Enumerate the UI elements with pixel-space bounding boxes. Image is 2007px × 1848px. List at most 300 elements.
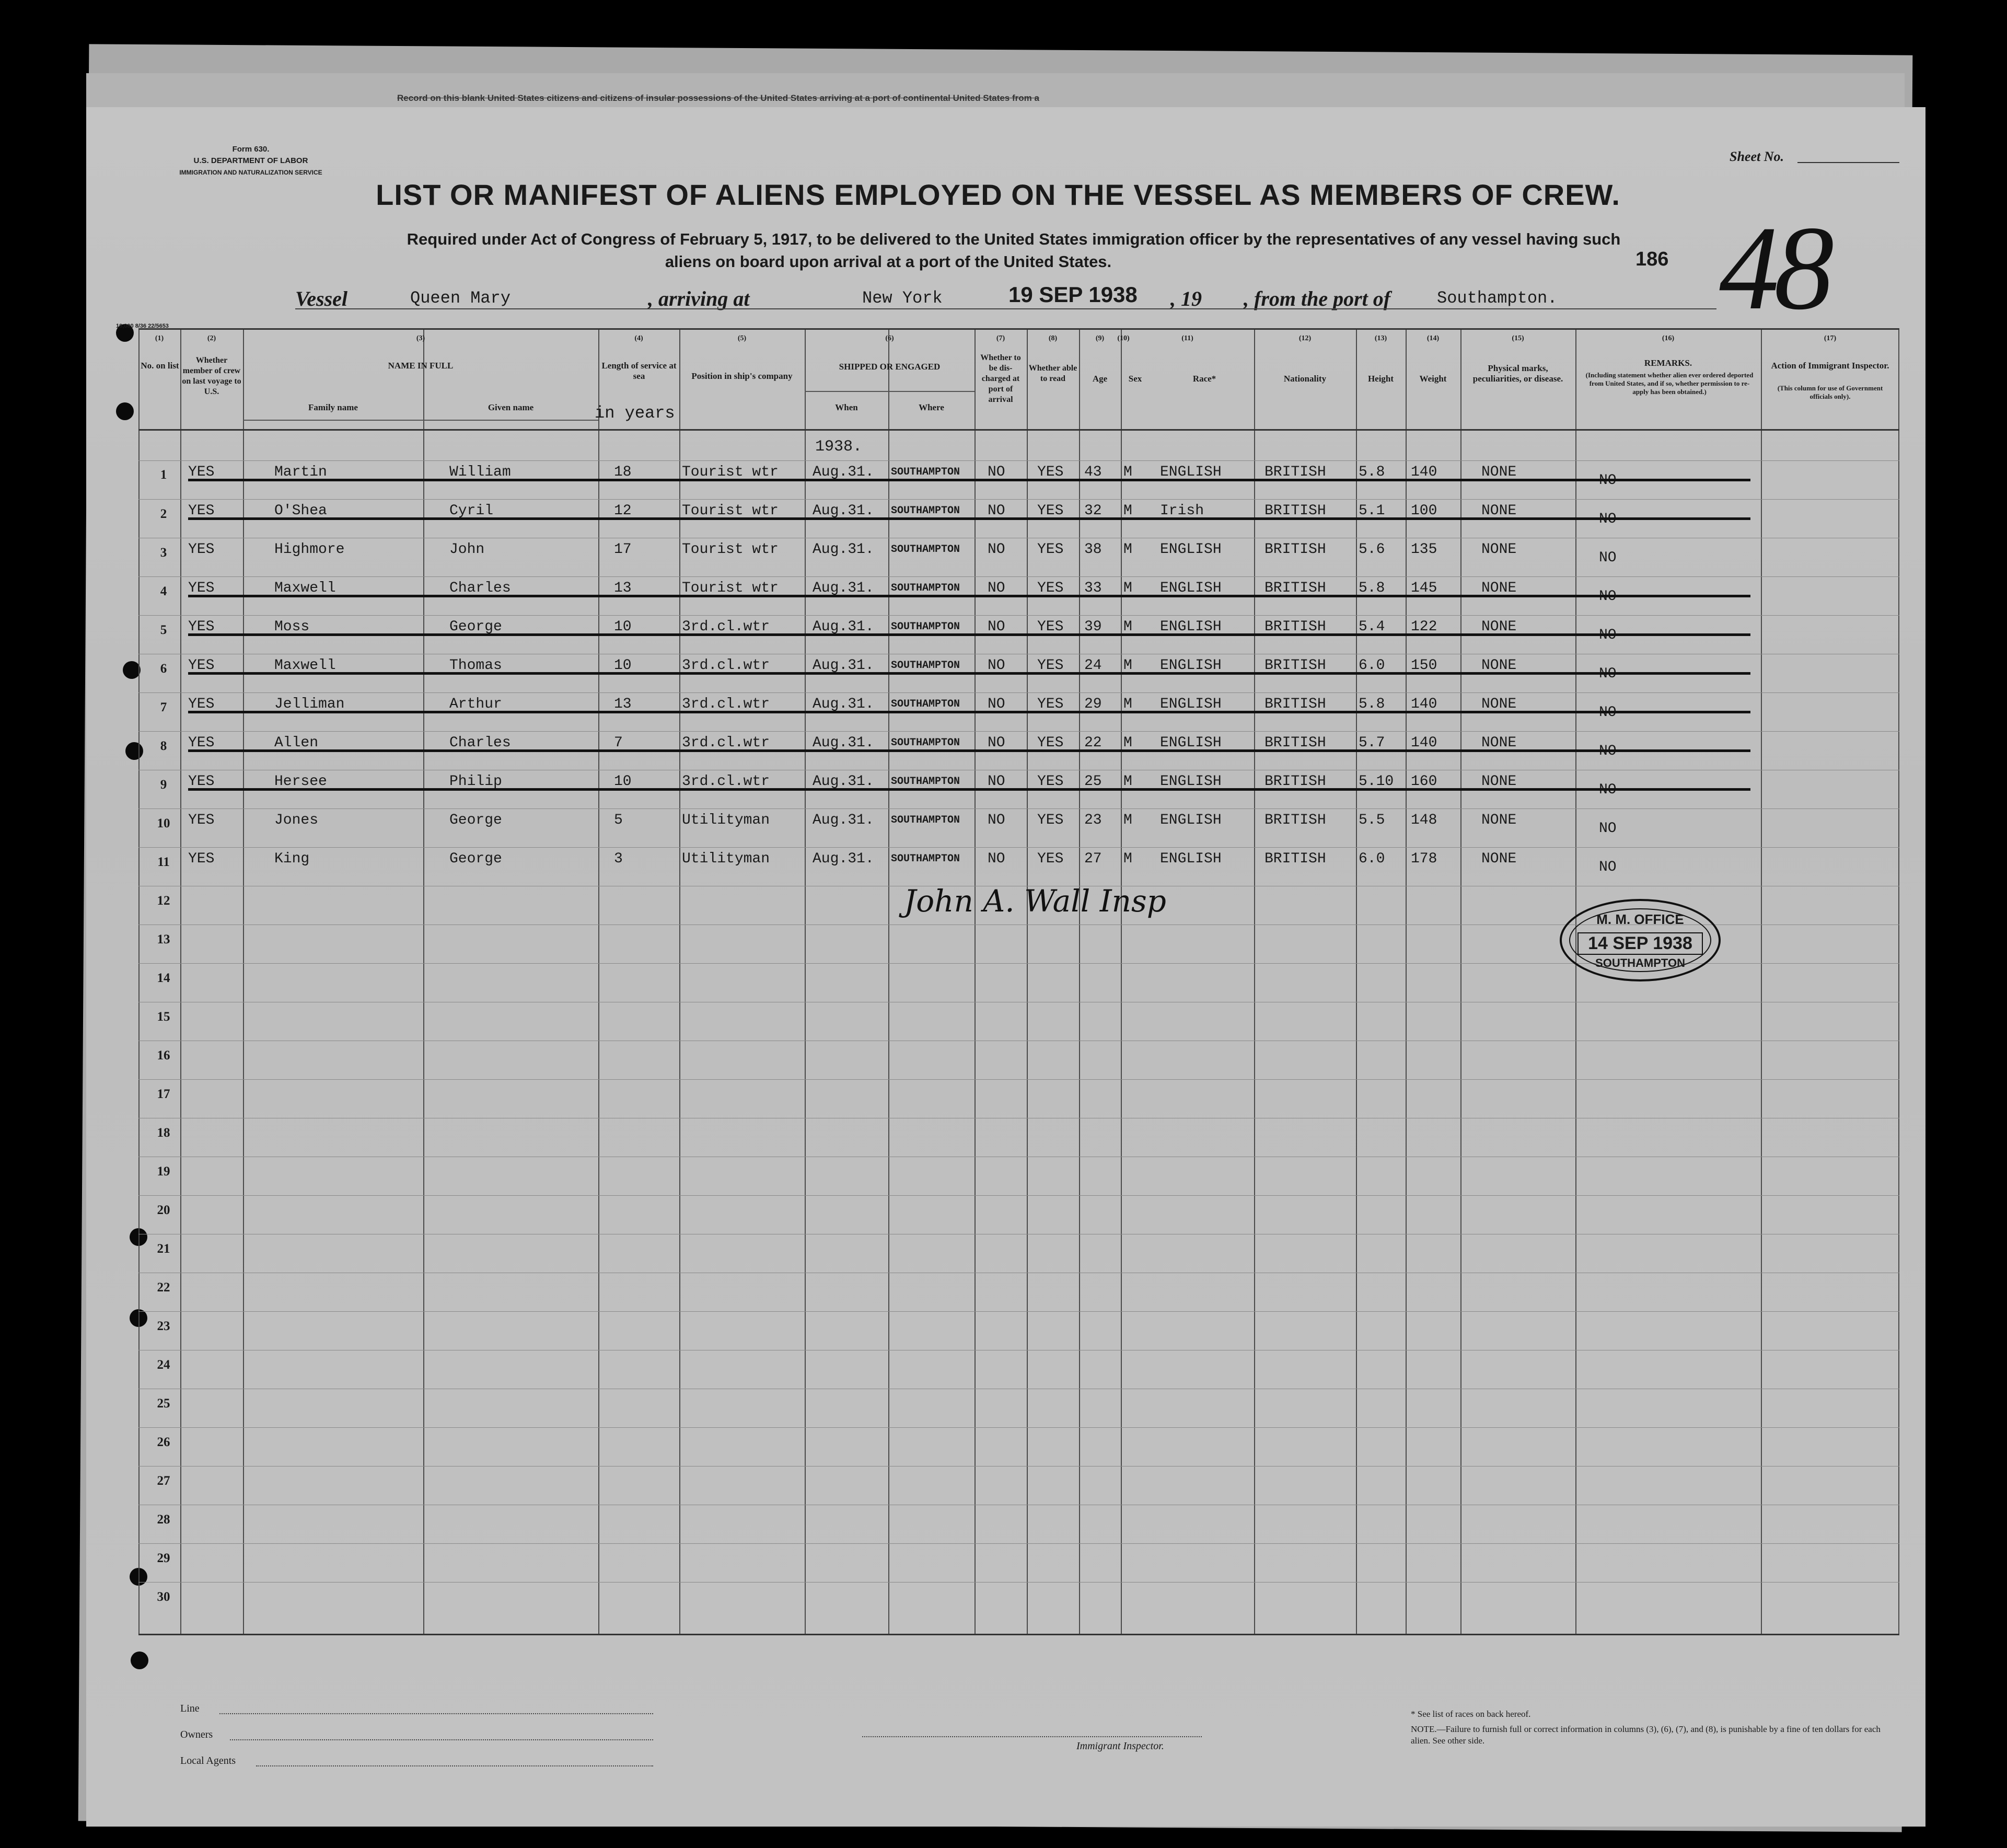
service-years: 10 — [614, 619, 632, 635]
physical-marks: NONE — [1481, 735, 1517, 751]
row-rule — [138, 460, 1899, 461]
physical-marks: NONE — [1481, 851, 1517, 867]
row-number: 14 — [157, 971, 170, 985]
row-number: 3 — [160, 546, 167, 560]
able-to-read: YES — [1037, 580, 1064, 596]
remarks: NO — [1599, 821, 1617, 837]
subtitle-line-1: Required under Act of Congress of February 5, 1917, to be delivered to the United States immigration officer by the representatives of any vessel having such — [407, 230, 1621, 248]
remarks: NO — [1599, 782, 1617, 798]
age: 29 — [1084, 696, 1102, 712]
binding-hole — [131, 1651, 148, 1669]
column-rule — [1121, 328, 1122, 1635]
column-rule — [1356, 328, 1357, 1635]
stamp-number: 186 — [1635, 248, 1669, 270]
position: Tourist wtr — [682, 503, 779, 519]
column-rule — [1575, 328, 1576, 1635]
row-number: 19 — [157, 1164, 170, 1179]
able-to-read: YES — [1037, 541, 1064, 558]
remarks: NO — [1599, 550, 1617, 566]
row-rule — [138, 576, 1899, 577]
shipped-where: SOUTHAMPTON — [891, 853, 960, 865]
col-num-4: (4) — [634, 334, 643, 342]
footer-races-note: * See list of races on back hereof. — [1411, 1709, 1531, 1719]
row-rule — [138, 1427, 1899, 1428]
vessel-line-rule — [295, 308, 1716, 309]
sex: M — [1123, 657, 1132, 674]
row-number: 16 — [157, 1048, 170, 1062]
row-number: 20 — [157, 1203, 170, 1217]
sex: M — [1123, 503, 1132, 519]
weight: 140 — [1411, 696, 1437, 712]
nationality: BRITISH — [1264, 812, 1326, 828]
position: Tourist wtr — [682, 541, 779, 558]
footer-inspector-rule — [862, 1736, 1202, 1737]
row-number: 27 — [157, 1474, 170, 1488]
shipped-where: SOUTHAMPTON — [891, 660, 960, 672]
weight: 135 — [1411, 541, 1437, 558]
able-to-read: YES — [1037, 503, 1064, 519]
col-header-action: Action of Immigrant Inspector. — [1771, 361, 1889, 371]
given-name: Arthur — [449, 696, 502, 712]
service-years: 17 — [614, 541, 632, 558]
given-name: George — [449, 619, 502, 635]
age: 39 — [1084, 619, 1102, 635]
discharged: NO — [988, 696, 1005, 712]
nationality: BRITISH — [1264, 619, 1326, 635]
strike-through — [188, 633, 1750, 636]
discharged: NO — [988, 580, 1005, 596]
nationality: BRITISH — [1264, 580, 1326, 596]
age: 38 — [1084, 541, 1102, 558]
physical-marks: NONE — [1481, 619, 1517, 635]
nationality: BRITISH — [1264, 657, 1326, 674]
row-number: 26 — [157, 1435, 170, 1449]
position: Tourist wtr — [682, 464, 779, 480]
service-years: 10 — [614, 773, 632, 790]
row-rule — [138, 1543, 1899, 1544]
remarks: NO — [1599, 472, 1617, 489]
given-name: Charles — [449, 735, 511, 751]
from-port: Southampton. — [1437, 288, 1558, 308]
given-name: William — [449, 464, 511, 480]
weight: 140 — [1411, 735, 1437, 751]
form-info — [157, 144, 345, 178]
col-num-7: (7) — [996, 334, 1005, 342]
weight: 140 — [1411, 464, 1437, 480]
row-number: 13 — [157, 932, 170, 946]
height: 5.10 — [1359, 773, 1394, 790]
col-header-remarks: REMARKS. — [1644, 358, 1692, 368]
nationality: BRITISH — [1264, 773, 1326, 790]
physical-marks: NONE — [1481, 503, 1517, 519]
height: 5.8 — [1359, 464, 1385, 480]
race: ENGLISH — [1160, 851, 1222, 867]
shipped-where: SOUTHAMPTON — [891, 544, 960, 556]
able-to-read: YES — [1037, 773, 1064, 790]
service-years: 18 — [614, 464, 632, 480]
age: 24 — [1084, 657, 1102, 674]
crew-member-flag: YES — [188, 812, 215, 828]
row-number: 28 — [157, 1512, 170, 1527]
given-name: John — [449, 541, 485, 558]
able-to-read: YES — [1037, 696, 1064, 712]
col-header-weight: Weight — [1419, 374, 1447, 384]
table-top-rule — [138, 328, 1899, 330]
race: ENGLISH — [1160, 657, 1222, 674]
age: 32 — [1084, 503, 1102, 519]
row-rule — [138, 1195, 1899, 1196]
footer-line-rule — [219, 1713, 653, 1714]
col-header-name: NAME IN FULL — [388, 361, 454, 371]
sex: M — [1123, 696, 1132, 712]
column-rule — [138, 328, 140, 1635]
discharged: NO — [988, 619, 1005, 635]
col-header-given: Given name — [488, 402, 534, 412]
row-rule — [138, 1079, 1899, 1080]
sheet-no-line — [1797, 162, 1899, 163]
sex: M — [1123, 812, 1132, 828]
weight: 145 — [1411, 580, 1437, 596]
col-num-3: (3) — [416, 334, 425, 342]
race: ENGLISH — [1160, 812, 1222, 828]
col-header-remarks-note: (Including statement whether alien ever ordered deported from United States, and if so, whether permission to re-apply has been obtained.) — [1585, 371, 1754, 396]
position: 3rd.cl.wtr — [682, 619, 770, 635]
row-number: 5 — [160, 623, 167, 637]
binding-hole — [123, 661, 141, 679]
col-num-10b: (10) — [1117, 334, 1130, 342]
column-rule — [1406, 328, 1407, 1635]
race: ENGLISH — [1160, 696, 1222, 712]
age: 25 — [1084, 773, 1102, 790]
col-num-6: (6) — [885, 334, 894, 342]
physical-marks: NONE — [1481, 773, 1517, 790]
height: 5.7 — [1359, 735, 1385, 751]
row-rule — [138, 1582, 1899, 1583]
position: 3rd.cl.wtr — [682, 773, 770, 790]
shipped-when: Aug.31. — [813, 735, 874, 751]
crew-member-flag: YES — [188, 735, 215, 751]
remarks: NO — [1599, 511, 1617, 527]
row-rule — [138, 615, 1899, 616]
col-num-8: (8) — [1048, 334, 1058, 342]
col-header-family: Family name — [308, 402, 358, 412]
crew-member-flag: YES — [188, 464, 215, 480]
given-name: George — [449, 812, 502, 828]
row-rule — [138, 808, 1899, 809]
shipped-where: SOUTHAMPTON — [891, 621, 960, 633]
col-header-member: Whether member of crew on last voyage to U.S. — [182, 356, 241, 396]
col-header-discharged: Whether to be dis-charged at port of arrival — [980, 353, 1021, 404]
col-header-when: When — [835, 402, 858, 412]
col-num-17: (17) — [1824, 334, 1837, 342]
shipped-where: SOUTHAMPTON — [891, 698, 960, 710]
shipped-when: Aug.31. — [813, 464, 874, 480]
col-header-service: Length of service at sea — [601, 361, 677, 381]
family-name: Jelliman — [274, 696, 345, 712]
crew-member-flag: YES — [188, 503, 215, 519]
col-header-sex: Sex — [1128, 374, 1142, 384]
weight: 178 — [1411, 851, 1437, 867]
col-num-12: (12) — [1298, 334, 1312, 342]
vessel-name: Queen Mary — [410, 288, 511, 308]
col-header-physical: Physical marks, peculiarities, or disease. — [1472, 363, 1563, 384]
shipped-where: SOUTHAMPTON — [891, 814, 960, 826]
footer-owners-rule — [230, 1739, 653, 1740]
row-number: 23 — [157, 1319, 170, 1333]
inspector-signature: John A. Wall Insp — [904, 883, 1166, 919]
col-num-13: (13) — [1374, 334, 1387, 342]
given-name: Thomas — [449, 657, 502, 674]
physical-marks: NONE — [1481, 812, 1517, 828]
position: Utilityman — [682, 812, 770, 828]
handwritten-page-number: 48 — [1719, 201, 1829, 334]
row-rule — [138, 692, 1899, 693]
family-name: Maxwell — [274, 580, 336, 596]
given-name: George — [449, 851, 502, 867]
top-note: Record on this blank United States citizens and citizens of insular possessions of the United States arriving at a port of continental United States from a — [397, 93, 1039, 103]
service-years: 13 — [614, 696, 632, 712]
column-rule — [423, 328, 424, 1635]
row-number: 7 — [160, 700, 167, 714]
column-rule — [1254, 328, 1255, 1635]
family-name: King — [274, 851, 310, 867]
remarks: NO — [1599, 588, 1617, 605]
row-number: 18 — [157, 1126, 170, 1140]
row-number: 9 — [160, 778, 167, 792]
remarks: NO — [1599, 627, 1617, 643]
nationality: BRITISH — [1264, 696, 1326, 712]
footer-note: NOTE.—Failure to furnish full or correct information in columns (3), (6), (7), and (8), is punishable by a fine of ten dollars for each alien. See other side. — [1411, 1724, 1881, 1746]
service-years: 10 — [614, 657, 632, 674]
service-years: 12 — [614, 503, 632, 519]
discharged: NO — [988, 541, 1005, 558]
crew-member-flag: YES — [188, 657, 215, 674]
nationality: BRITISH — [1264, 735, 1326, 751]
position: 3rd.cl.wtr — [682, 735, 770, 751]
race: ENGLISH — [1160, 464, 1222, 480]
col-num-11: (11) — [1181, 334, 1193, 342]
header-bottom-rule — [138, 429, 1899, 431]
service-years: 7 — [614, 735, 623, 751]
column-rule — [598, 328, 599, 1635]
row-rule — [138, 1311, 1899, 1312]
col-header-nationality: Nationality — [1283, 374, 1327, 384]
shipped-where: SOUTHAMPTON — [891, 582, 960, 594]
weight: 122 — [1411, 619, 1437, 635]
sex: M — [1123, 580, 1132, 596]
footer-agents-label: Local Agents — [180, 1755, 236, 1766]
strike-through — [188, 711, 1750, 713]
row-rule — [138, 731, 1899, 732]
age: 27 — [1084, 851, 1102, 867]
print-code: 10,000 8/36 22/5653 — [116, 323, 169, 329]
height: 6.0 — [1359, 851, 1385, 867]
stamp-port: SOUTHAMPTON — [1595, 956, 1685, 969]
in-years-label: in years — [595, 403, 675, 423]
column-rule — [243, 328, 244, 1635]
col-num-14: (14) — [1426, 334, 1440, 342]
name-rule — [243, 420, 598, 421]
family-name: Martin — [274, 464, 327, 480]
physical-marks: NONE — [1481, 580, 1517, 596]
col-header-no: No. on list — [141, 361, 179, 371]
strike-through — [188, 595, 1750, 597]
sex: M — [1123, 735, 1132, 751]
family-name: Moss — [274, 619, 310, 635]
row-number: 30 — [157, 1590, 170, 1604]
col-header-age: Age — [1092, 374, 1108, 384]
given-name: Philip — [449, 773, 502, 790]
row-number: 2 — [160, 507, 167, 521]
shipped-when: Aug.31. — [813, 580, 874, 596]
shipped-where: SOUTHAMPTON — [891, 737, 960, 749]
race: Irish — [1160, 503, 1204, 519]
crew-member-flag: YES — [188, 773, 215, 790]
year-label: 1938. — [815, 438, 863, 456]
column-rule — [888, 328, 889, 1635]
col-header-where: Where — [919, 402, 944, 412]
discharged: NO — [988, 657, 1005, 674]
height: 5.8 — [1359, 696, 1385, 712]
nationality: BRITISH — [1264, 541, 1326, 558]
column-rule — [975, 328, 976, 1635]
col-num-15: (15) — [1512, 334, 1524, 342]
row-number: 11 — [157, 855, 170, 869]
remarks: NO — [1599, 666, 1617, 682]
strike-through — [188, 672, 1750, 675]
race: ENGLISH — [1160, 619, 1222, 635]
sex: M — [1123, 464, 1132, 480]
page-title: LIST OR MANIFEST OF ALIENS EMPLOYED ON THE VESSEL AS MEMBERS OF CREW. — [376, 178, 1620, 211]
stamp-date: 14 SEP 1938 — [1577, 932, 1703, 955]
physical-marks: NONE — [1481, 696, 1517, 712]
discharged: NO — [988, 503, 1005, 519]
discharged: NO — [988, 773, 1005, 790]
sex: M — [1123, 851, 1132, 867]
col-header-height: Height — [1367, 374, 1394, 384]
position: 3rd.cl.wtr — [682, 696, 770, 712]
strike-through — [188, 749, 1750, 752]
crew-member-flag: YES — [188, 580, 215, 596]
shipped-where: SOUTHAMPTON — [891, 505, 960, 517]
family-name: Hersee — [274, 773, 327, 790]
row-number: 12 — [157, 894, 170, 908]
remarks: NO — [1599, 704, 1617, 721]
service-years: 13 — [614, 580, 632, 596]
row-number: 29 — [157, 1551, 170, 1565]
footer-agents-rule — [256, 1765, 653, 1766]
column-rule — [1898, 328, 1899, 1635]
position: Tourist wtr — [682, 580, 779, 596]
nationality: BRITISH — [1264, 503, 1326, 519]
family-name: Allen — [274, 735, 319, 751]
discharged: NO — [988, 735, 1005, 751]
age: 33 — [1084, 580, 1102, 596]
col-num-5: (5) — [737, 334, 747, 342]
weight: 150 — [1411, 657, 1437, 674]
column-rule — [1460, 328, 1461, 1635]
crew-member-flag: YES — [188, 696, 215, 712]
shipped-when: Aug.31. — [813, 696, 874, 712]
discharged: NO — [988, 851, 1005, 867]
column-rule — [1079, 328, 1080, 1635]
arrival-date-stamp: 19 SEP 1938 — [1008, 282, 1138, 307]
physical-marks: NONE — [1481, 541, 1517, 558]
able-to-read: YES — [1037, 619, 1064, 635]
race: ENGLISH — [1160, 580, 1222, 596]
column-rule — [1027, 328, 1028, 1635]
arrival-port: New York — [862, 288, 943, 308]
family-name: O'Shea — [274, 503, 327, 519]
remarks: NO — [1599, 743, 1617, 759]
remarks: NO — [1599, 859, 1617, 875]
weight: 100 — [1411, 503, 1437, 519]
footer-inspector-label: Immigrant Inspector. — [1076, 1740, 1164, 1752]
column-rule — [679, 328, 680, 1635]
binding-hole — [116, 402, 134, 420]
shipped-when: Aug.31. — [813, 541, 874, 558]
service: IMMIGRATION AND NATURALIZATION SERVICE — [179, 169, 322, 176]
given-name: Cyril — [449, 503, 494, 519]
height: 5.4 — [1359, 619, 1385, 635]
position: Utilityman — [682, 851, 770, 867]
row-number: 15 — [157, 1010, 170, 1024]
discharged: NO — [988, 464, 1005, 480]
col-num-16: (16) — [1662, 334, 1675, 342]
height: 5.1 — [1359, 503, 1385, 519]
physical-marks: NONE — [1481, 657, 1517, 674]
row-number: 17 — [157, 1087, 170, 1101]
row-number: 6 — [160, 662, 167, 676]
form-number: Form 630. — [232, 145, 270, 154]
race: ENGLISH — [1160, 541, 1222, 558]
service-years: 5 — [614, 812, 623, 828]
col-header-shipped: SHIPPED OR ENGAGED — [839, 362, 941, 372]
vessel-label: Vessel — [295, 287, 347, 310]
height: 6.0 — [1359, 657, 1385, 674]
row-number: 4 — [160, 584, 167, 598]
race: ENGLISH — [1160, 773, 1222, 790]
row-number: 1 — [160, 468, 167, 482]
family-name: Highmore — [274, 541, 345, 558]
shipped-when: Aug.31. — [813, 851, 874, 867]
service-years: 3 — [614, 851, 623, 867]
row-number: 25 — [157, 1396, 170, 1411]
discharged: NO — [988, 812, 1005, 828]
crew-member-flag: YES — [188, 541, 215, 558]
race: ENGLISH — [1160, 735, 1222, 751]
strike-through — [188, 517, 1750, 520]
able-to-read: YES — [1037, 464, 1064, 480]
weight: 148 — [1411, 812, 1437, 828]
stamp-office: M. M. OFFICE — [1596, 911, 1684, 927]
from-port-label: , from the port of — [1244, 287, 1391, 310]
able-to-read: YES — [1037, 657, 1064, 674]
manifest-table — [138, 328, 1899, 1635]
shipped-when: Aug.31. — [813, 773, 874, 790]
able-to-read: YES — [1037, 851, 1064, 867]
office-stamp — [1560, 899, 1721, 981]
family-name: Jones — [274, 812, 319, 828]
col-header-race: Race* — [1192, 374, 1216, 384]
row-number: 10 — [157, 816, 170, 830]
shipped-when: Aug.31. — [813, 657, 874, 674]
footer-owners-label: Owners — [180, 1729, 213, 1740]
strike-through — [188, 479, 1750, 481]
able-to-read: YES — [1037, 812, 1064, 828]
department: U.S. DEPARTMENT OF LABOR — [193, 156, 308, 165]
shipped-where: SOUTHAMPTON — [891, 466, 960, 478]
